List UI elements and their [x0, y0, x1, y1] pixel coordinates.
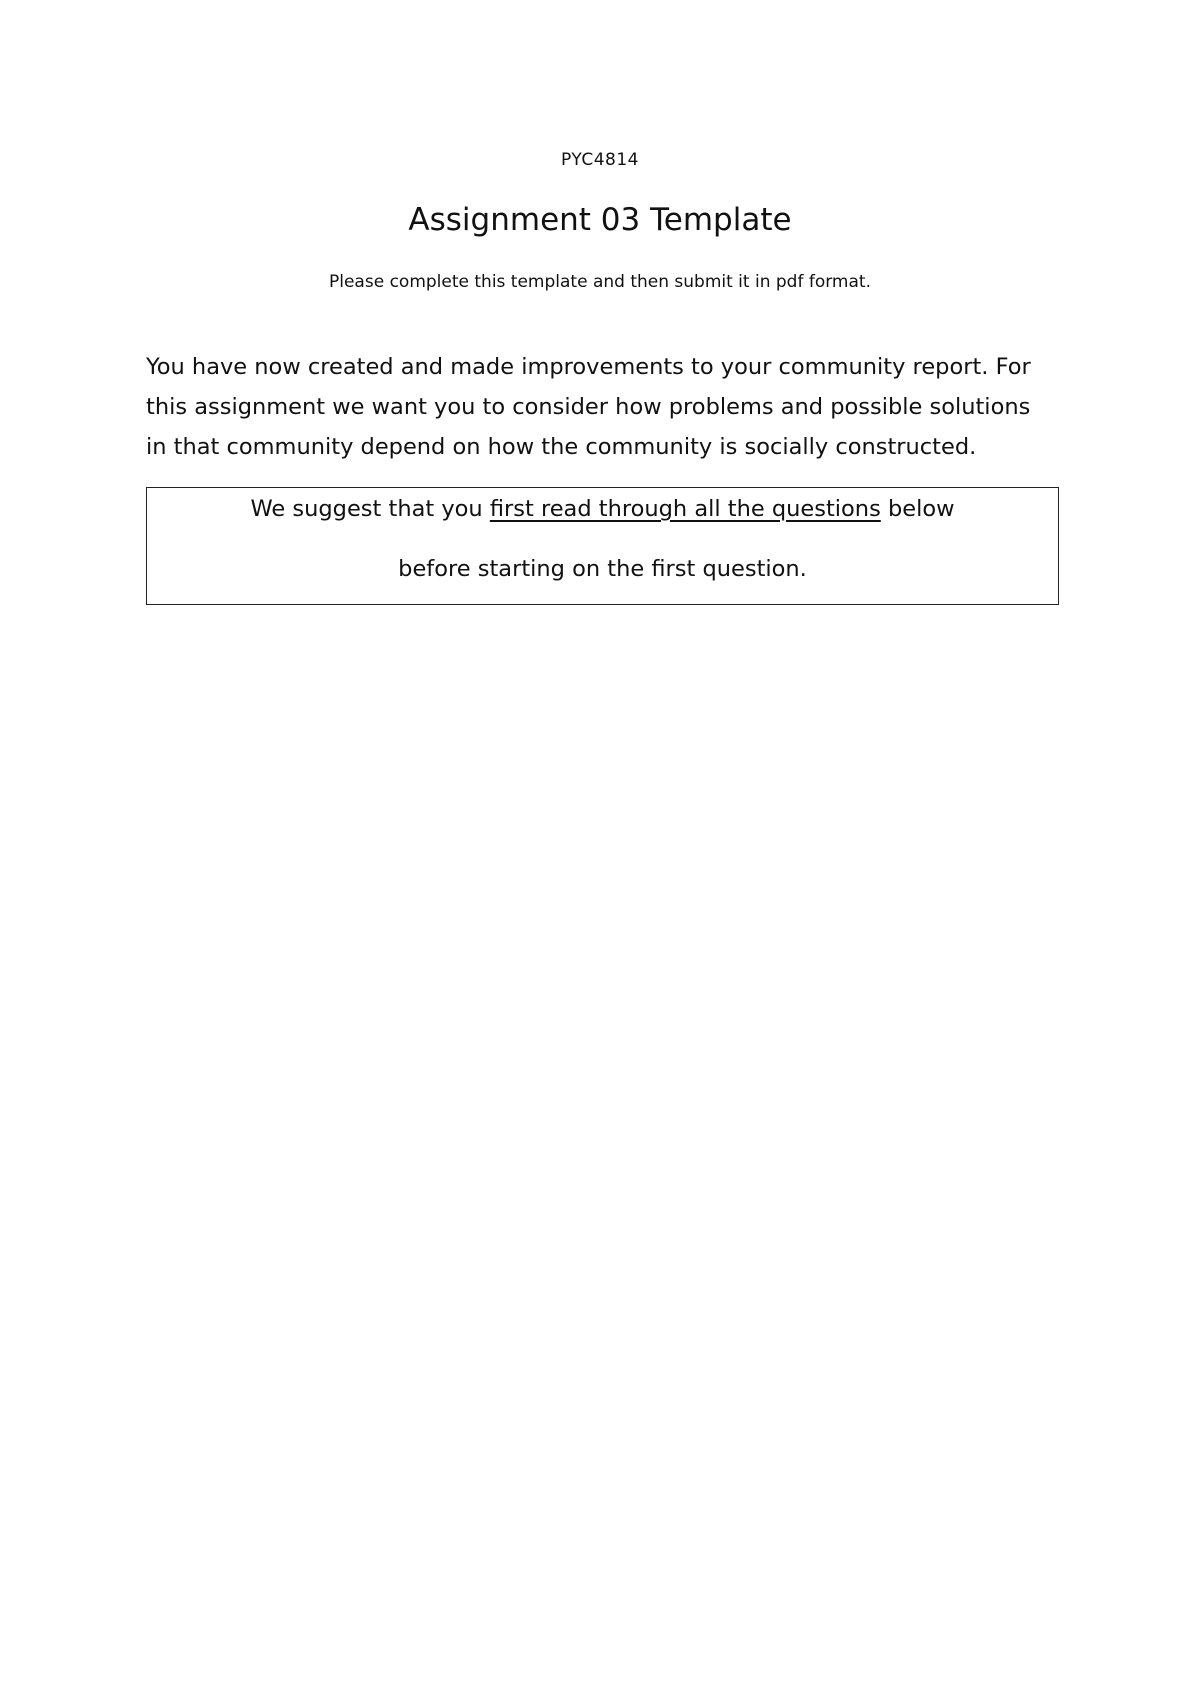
- course-code: PYC4814: [561, 150, 639, 170]
- notice-underlined-text: first read through all the questions: [489, 496, 881, 522]
- notice-text-after: below: [880, 496, 955, 522]
- intro-line: in that community depend on how the community is socially constructed.: [146, 434, 977, 460]
- document-title: Assignment 03 Template: [408, 202, 792, 238]
- notice-box: [146, 487, 1059, 605]
- notice-text-before: We suggest that you: [250, 496, 490, 522]
- intro-line: this assignment we want you to consider how problems and possible solutions: [146, 394, 1031, 420]
- document-subtitle: Please complete this template and then submit it in pdf format.: [329, 272, 871, 292]
- notice-line-1: [147, 490, 1058, 528]
- intro-paragraph: [146, 347, 1066, 467]
- intro-line: You have now created and made improvements to your community report. For: [146, 354, 1031, 380]
- notice-line-2: before starting on the first question.: [398, 556, 807, 582]
